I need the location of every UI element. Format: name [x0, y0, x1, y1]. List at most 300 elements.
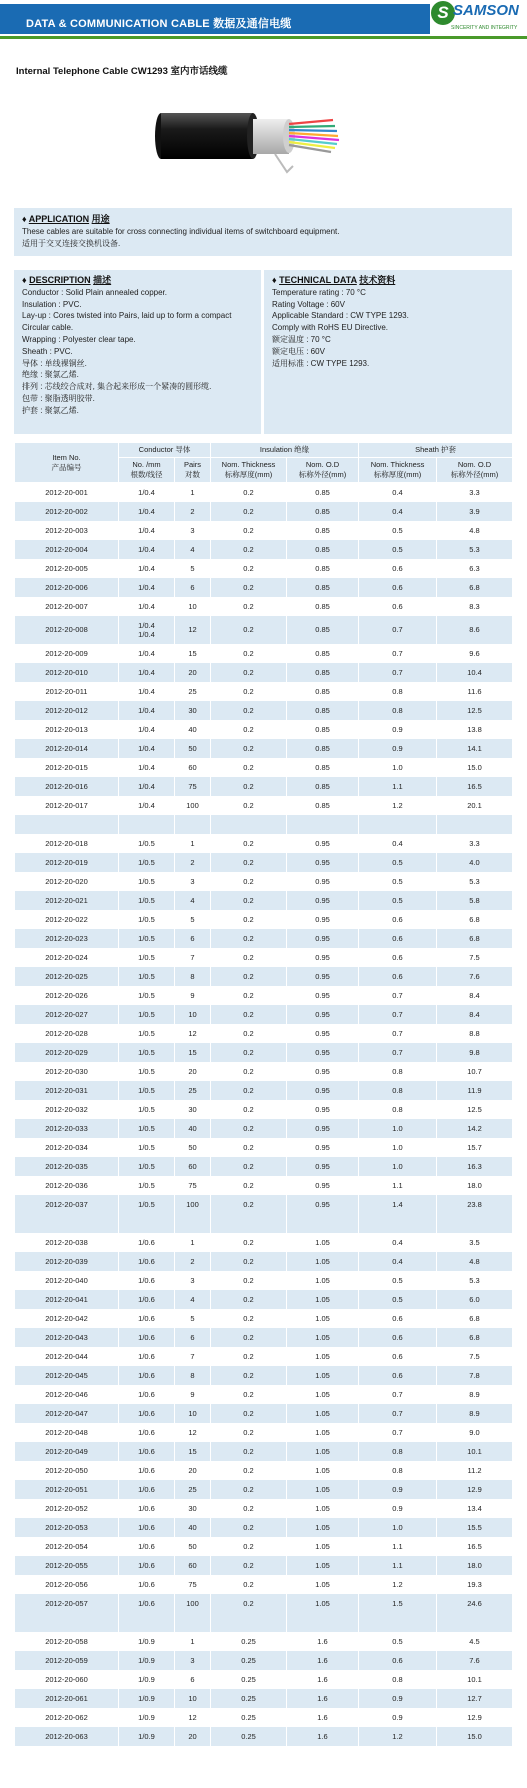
cell-no-mm: 1/0.5 [119, 967, 175, 986]
header-item-no: Item No. 产品编号 [15, 443, 119, 483]
cell-item-no: 2012-20-022 [15, 910, 119, 929]
cell-ins-thickness: 0.2 [211, 1233, 287, 1252]
cell-sh-od: 8.9 [437, 1385, 513, 1404]
cell-sh-thickness: 0.9 [359, 739, 437, 758]
table-row [15, 891, 513, 910]
cell-item-no: 2012-20-039 [15, 1252, 119, 1271]
spacer-cell [15, 815, 119, 834]
table-row [15, 1081, 513, 1100]
table-row [15, 502, 513, 521]
table-row [15, 1252, 513, 1271]
cell-item-no: 2012-20-010 [15, 663, 119, 682]
cell-pairs: 2 [175, 1252, 211, 1271]
cell-item-no: 2012-20-055 [15, 1556, 119, 1575]
table-row [15, 1233, 513, 1252]
cell-sh-od: 16.5 [437, 1537, 513, 1556]
logo-tagline: SINCERITY AND INTEGRITY [451, 25, 518, 31]
cell-pairs: 4 [175, 891, 211, 910]
technical-line: Rating Voltage : 60V [272, 299, 345, 309]
application-panel [14, 208, 512, 256]
cell-ins-od: 1.05 [287, 1252, 359, 1271]
cell-sh-thickness: 0.7 [359, 1423, 437, 1442]
cell-item-no: 2012-20-056 [15, 1575, 119, 1594]
cell-sh-od: 20.1 [437, 796, 513, 815]
cell-ins-od: 0.85 [287, 521, 359, 540]
cell-ins-thickness: 0.2 [211, 1404, 287, 1423]
cell-no-mm: 1/0.4 [119, 796, 175, 815]
cell-ins-thickness: 0.2 [211, 1385, 287, 1404]
cell-ins-od: 1.05 [287, 1480, 359, 1499]
table-row [15, 1480, 513, 1499]
cell-sh-od: 19.3 [437, 1575, 513, 1594]
cell-sh-od: 8.8 [437, 1024, 513, 1043]
table-row [15, 1423, 513, 1442]
cell-item-no: 2012-20-017 [15, 796, 119, 815]
cell-sh-thickness: 0.5 [359, 891, 437, 910]
cell-sh-thickness: 0.7 [359, 1043, 437, 1062]
cell-no-mm: 1/0.6 [119, 1575, 175, 1594]
cell-pairs: 25 [175, 1480, 211, 1499]
description-line: Insulation : PVC. [22, 299, 82, 309]
cell-no-mm: 1/0.6 [119, 1385, 175, 1404]
cell-sh-od: 6.3 [437, 559, 513, 578]
table-row [15, 1119, 513, 1138]
cell-item-no: 2012-20-002 [15, 502, 119, 521]
cell-sh-od: 14.2 [437, 1119, 513, 1138]
cell-sh-thickness: 0.7 [359, 616, 437, 644]
cell-no-mm: 1/0.4 [119, 597, 175, 616]
cell-sh-od: 10.1 [437, 1442, 513, 1461]
cell-sh-thickness: 0.6 [359, 910, 437, 929]
application-text-en: These cables are suitable for cross connecting individual items of switchboard equipment. [22, 226, 340, 236]
cell-ins-od: 1.05 [287, 1271, 359, 1290]
cell-ins-od: 1.05 [287, 1575, 359, 1594]
cell-sh-thickness: 0.6 [359, 929, 437, 948]
cell-sh-od: 5.8 [437, 891, 513, 910]
cell-sh-thickness: 1.0 [359, 1119, 437, 1138]
table-row [15, 483, 513, 502]
cell-ins-thickness: 0.2 [211, 1347, 287, 1366]
cell-sh-thickness: 0.9 [359, 1689, 437, 1708]
cell-ins-od: 0.95 [287, 948, 359, 967]
cell-ins-thickness: 0.2 [211, 1309, 287, 1328]
cell-item-no: 2012-20-040 [15, 1271, 119, 1290]
cell-pairs: 30 [175, 1499, 211, 1518]
cell-ins-od: 0.85 [287, 796, 359, 815]
cell-pairs: 12 [175, 1024, 211, 1043]
cell-ins-thickness: 0.2 [211, 986, 287, 1005]
table-row [15, 1651, 513, 1670]
cell-ins-thickness: 0.2 [211, 1062, 287, 1081]
cell-no-mm: 1/0.5 [119, 872, 175, 891]
cell-sh-od: 7.5 [437, 1347, 513, 1366]
header-ins-od: Nom. O.D 标称外径(mm) [287, 458, 359, 483]
table-row [15, 559, 513, 578]
cell-ins-od: 0.85 [287, 559, 359, 578]
technical-panel [264, 270, 512, 434]
cell-sh-thickness: 0.6 [359, 948, 437, 967]
cell-sh-od: 15.5 [437, 1518, 513, 1537]
table-row [15, 597, 513, 616]
technical-line: 额定电压 : 60V [272, 346, 325, 356]
cell-item-no: 2012-20-016 [15, 777, 119, 796]
technical-line: Applicable Standard : CW TYPE 1293. [272, 311, 409, 321]
cell-sh-od: 12.5 [437, 1100, 513, 1119]
cell-item-no: 2012-20-026 [15, 986, 119, 1005]
cell-sh-thickness: 0.5 [359, 521, 437, 540]
cell-pairs: 100 [175, 1594, 211, 1613]
cell-pairs: 8 [175, 967, 211, 986]
cell-item-no: 2012-20-012 [15, 701, 119, 720]
cell-sh-od: 12.5 [437, 701, 513, 720]
cell-ins-od: 0.85 [287, 701, 359, 720]
cell-no-mm: 1/0.5 [119, 986, 175, 1005]
cell-ins-od: 1.05 [287, 1385, 359, 1404]
cell-item-no: 2012-20-036 [15, 1176, 119, 1195]
spacer-cell [119, 1214, 175, 1233]
spacer-cell [211, 1613, 287, 1632]
cell-pairs: 10 [175, 1005, 211, 1024]
cell-sh-od: 12.9 [437, 1708, 513, 1727]
cell-ins-thickness: 0.2 [211, 872, 287, 891]
cell-sh-thickness: 1.0 [359, 1138, 437, 1157]
cell-pairs: 6 [175, 1328, 211, 1347]
cell-ins-od: 0.85 [287, 739, 359, 758]
cell-item-no: 2012-20-043 [15, 1328, 119, 1347]
cell-item-no: 2012-20-051 [15, 1480, 119, 1499]
cell-sh-od: 6.0 [437, 1290, 513, 1309]
cell-ins-od: 0.95 [287, 1005, 359, 1024]
cell-pairs: 25 [175, 682, 211, 701]
cell-ins-od: 1.05 [287, 1290, 359, 1309]
cell-ins-od: 1.05 [287, 1518, 359, 1537]
cell-sh-thickness: 0.4 [359, 1233, 437, 1252]
cell-sh-thickness: 0.7 [359, 644, 437, 663]
cell-pairs: 3 [175, 521, 211, 540]
description-line: Wrapping : Polyester clear tape. [22, 334, 136, 344]
cell-no-mm: 1/0.4 [119, 644, 175, 663]
cell-sh-thickness: 0.5 [359, 1632, 437, 1651]
description-line: Circular cable. [22, 323, 74, 333]
cell-pairs: 50 [175, 1537, 211, 1556]
cell-ins-thickness: 0.2 [211, 521, 287, 540]
cell-ins-thickness: 0.2 [211, 967, 287, 986]
cell-no-mm: 1/0.4 1/0.4 [119, 616, 175, 644]
technical-heading: ♦ TECHNICAL DATA 技术资料 [272, 275, 396, 285]
cell-no-mm: 1/0.4 [119, 502, 175, 521]
cell-ins-thickness: 0.2 [211, 1290, 287, 1309]
cell-ins-od: 1.05 [287, 1366, 359, 1385]
cell-pairs: 3 [175, 872, 211, 891]
header-no-mm: No. /mm 根数/线径 [119, 458, 175, 483]
cell-pairs: 40 [175, 1518, 211, 1537]
header-bar [0, 4, 430, 34]
cell-sh-od: 3.3 [437, 834, 513, 853]
cell-sh-thickness: 0.5 [359, 872, 437, 891]
cell-no-mm: 1/0.4 [119, 483, 175, 502]
cell-ins-od: 1.05 [287, 1461, 359, 1480]
cell-ins-od: 0.85 [287, 720, 359, 739]
cell-pairs: 12 [175, 616, 211, 644]
cell-no-mm: 1/0.4 [119, 663, 175, 682]
cell-ins-thickness: 0.2 [211, 1176, 287, 1195]
cell-ins-thickness: 0.2 [211, 720, 287, 739]
table-row [15, 1138, 513, 1157]
cell-item-no: 2012-20-033 [15, 1119, 119, 1138]
cell-no-mm: 1/0.4 [119, 701, 175, 720]
cell-no-mm: 1/0.5 [119, 1043, 175, 1062]
cell-ins-thickness: 0.2 [211, 1461, 287, 1480]
cell-pairs: 50 [175, 1138, 211, 1157]
cell-pairs: 5 [175, 910, 211, 929]
cell-pairs: 8 [175, 1366, 211, 1385]
table-row [15, 910, 513, 929]
cell-ins-od: 0.95 [287, 1176, 359, 1195]
cell-sh-od: 7.6 [437, 967, 513, 986]
cell-ins-thickness: 0.2 [211, 559, 287, 578]
cell-sh-thickness: 0.7 [359, 1005, 437, 1024]
cell-no-mm: 1/0.6 [119, 1347, 175, 1366]
cell-sh-od: 18.0 [437, 1556, 513, 1575]
cell-sh-thickness: 0.4 [359, 502, 437, 521]
cell-sh-thickness: 0.7 [359, 663, 437, 682]
cell-item-no: 2012-20-004 [15, 540, 119, 559]
cell-pairs: 20 [175, 1062, 211, 1081]
cell-sh-od: 8.9 [437, 1404, 513, 1423]
header-rule [0, 36, 527, 39]
cell-sh-thickness: 0.8 [359, 1081, 437, 1100]
table-row [15, 1309, 513, 1328]
cell-pairs: 4 [175, 1290, 211, 1309]
cell-sh-od: 7.5 [437, 948, 513, 967]
cell-sh-thickness: 0.4 [359, 834, 437, 853]
cell-ins-thickness: 0.2 [211, 1100, 287, 1119]
cell-item-no: 2012-20-023 [15, 929, 119, 948]
cell-pairs: 15 [175, 644, 211, 663]
cell-item-no: 2012-20-041 [15, 1290, 119, 1309]
cell-ins-thickness: 0.2 [211, 1575, 287, 1594]
cell-ins-od: 0.95 [287, 967, 359, 986]
cell-pairs: 6 [175, 929, 211, 948]
cell-ins-od: 1.05 [287, 1347, 359, 1366]
cell-ins-thickness: 0.2 [211, 1556, 287, 1575]
spacer-cell [211, 1214, 287, 1233]
cell-ins-od: 0.85 [287, 682, 359, 701]
cell-sh-od: 15.7 [437, 1138, 513, 1157]
spacer-cell [175, 815, 211, 834]
spacer-cell [15, 1613, 119, 1632]
application-heading: ♦ APPLICATION 用途 [22, 214, 110, 224]
cell-no-mm: 1/0.4 [119, 559, 175, 578]
cell-ins-thickness: 0.2 [211, 578, 287, 597]
cell-ins-thickness: 0.2 [211, 1518, 287, 1537]
cell-pairs: 60 [175, 1157, 211, 1176]
cell-sh-od: 8.4 [437, 986, 513, 1005]
cell-no-mm: 1/0.5 [119, 910, 175, 929]
cell-item-no: 2012-20-009 [15, 644, 119, 663]
cell-ins-od: 1.6 [287, 1651, 359, 1670]
cell-item-no: 2012-20-034 [15, 1138, 119, 1157]
cell-sh-thickness: 0.5 [359, 1290, 437, 1309]
cell-ins-od: 1.05 [287, 1423, 359, 1442]
cell-sh-thickness: 0.6 [359, 967, 437, 986]
cell-no-mm: 1/0.5 [119, 1024, 175, 1043]
cell-sh-thickness: 1.1 [359, 777, 437, 796]
cell-pairs: 12 [175, 1708, 211, 1727]
table-row [15, 1328, 513, 1347]
spec-table [14, 442, 513, 1746]
cell-ins-od: 0.85 [287, 502, 359, 521]
cell-ins-thickness: 0.2 [211, 1252, 287, 1271]
cell-ins-od: 0.85 [287, 663, 359, 682]
cell-sh-thickness: 0.8 [359, 701, 437, 720]
cell-ins-thickness: 0.25 [211, 1689, 287, 1708]
table-row [15, 1005, 513, 1024]
cell-pairs: 9 [175, 986, 211, 1005]
table-row [15, 948, 513, 967]
cell-sh-thickness: 0.7 [359, 1385, 437, 1404]
cell-no-mm: 1/0.9 [119, 1727, 175, 1746]
cell-ins-od: 0.95 [287, 986, 359, 1005]
header-pairs: Pairs 对数 [175, 458, 211, 483]
table-row [15, 663, 513, 682]
cell-ins-thickness: 0.25 [211, 1632, 287, 1651]
cell-sh-od: 6.8 [437, 1309, 513, 1328]
spec-table-wrap [14, 442, 512, 1746]
cell-no-mm: 1/0.4 [119, 720, 175, 739]
cell-ins-od: 0.95 [287, 853, 359, 872]
cell-no-mm: 1/0.5 [119, 1081, 175, 1100]
table-row [15, 834, 513, 853]
description-line: 导体 : 单线裸铜丝. [22, 358, 87, 368]
cell-item-no: 2012-20-061 [15, 1689, 119, 1708]
cell-sh-od: 9.0 [437, 1423, 513, 1442]
cell-no-mm: 1/0.5 [119, 1100, 175, 1119]
cell-ins-od: 1.6 [287, 1689, 359, 1708]
cell-pairs: 40 [175, 720, 211, 739]
cell-sh-thickness: 1.2 [359, 1727, 437, 1746]
cell-sh-od: 24.6 [437, 1594, 513, 1613]
description-panel [14, 270, 261, 434]
table-row [15, 739, 513, 758]
cell-item-no: 2012-20-045 [15, 1366, 119, 1385]
cable-image [155, 100, 365, 180]
cell-item-no: 2012-20-042 [15, 1309, 119, 1328]
table-row [15, 1575, 513, 1594]
cell-item-no: 2012-20-024 [15, 948, 119, 967]
cell-no-mm: 1/0.9 [119, 1689, 175, 1708]
cell-sh-thickness: 1.5 [359, 1594, 437, 1613]
cell-ins-od: 0.95 [287, 929, 359, 948]
cell-item-no: 2012-20-021 [15, 891, 119, 910]
cell-sh-od: 10.7 [437, 1062, 513, 1081]
header-sh-od: Nom. O.D 标称外径(mm) [437, 458, 513, 483]
cell-ins-thickness: 0.2 [211, 1442, 287, 1461]
cell-sh-thickness: 1.1 [359, 1537, 437, 1556]
table-row [15, 1499, 513, 1518]
cell-sh-thickness: 0.8 [359, 1442, 437, 1461]
cell-ins-od: 1.05 [287, 1556, 359, 1575]
cell-sh-od: 13.8 [437, 720, 513, 739]
table-row [15, 1518, 513, 1537]
cell-no-mm: 1/0.4 [119, 739, 175, 758]
cell-ins-thickness: 0.25 [211, 1651, 287, 1670]
brand-logo [431, 0, 523, 36]
cell-ins-thickness: 0.2 [211, 910, 287, 929]
cell-no-mm: 1/0.6 [119, 1461, 175, 1480]
cell-no-mm: 1/0.5 [119, 891, 175, 910]
cell-sh-thickness: 0.7 [359, 986, 437, 1005]
cell-sh-od: 13.4 [437, 1499, 513, 1518]
cell-no-mm: 1/0.5 [119, 1176, 175, 1195]
cell-ins-od: 1.05 [287, 1442, 359, 1461]
cell-sh-od: 4.8 [437, 521, 513, 540]
cell-sh-od: 12.7 [437, 1689, 513, 1708]
cell-sh-thickness: 0.7 [359, 1024, 437, 1043]
cell-pairs: 2 [175, 502, 211, 521]
cell-pairs: 1 [175, 1632, 211, 1651]
cell-sh-thickness: 0.7 [359, 1404, 437, 1423]
cell-sh-thickness: 1.1 [359, 1176, 437, 1195]
cell-ins-od: 0.85 [287, 483, 359, 502]
product-title: Internal Telephone Cable CW1293 室内市话线缆 [16, 66, 228, 77]
cell-sh-thickness: 0.5 [359, 853, 437, 872]
cell-item-no: 2012-20-013 [15, 720, 119, 739]
cell-ins-thickness: 0.2 [211, 540, 287, 559]
cell-sh-thickness: 0.6 [359, 578, 437, 597]
cell-sh-od: 5.3 [437, 872, 513, 891]
cell-no-mm: 1/0.5 [119, 1005, 175, 1024]
cell-sh-thickness: 0.6 [359, 1651, 437, 1670]
cell-ins-thickness: 0.2 [211, 891, 287, 910]
cell-ins-od: 0.95 [287, 1062, 359, 1081]
cell-pairs: 1 [175, 834, 211, 853]
cell-no-mm: 1/0.9 [119, 1708, 175, 1727]
cell-sh-thickness: 0.9 [359, 720, 437, 739]
cell-ins-thickness: 0.2 [211, 1005, 287, 1024]
cell-ins-thickness: 0.25 [211, 1727, 287, 1746]
description-line: 包带 : 聚脂透明胶带. [22, 393, 95, 403]
cell-item-no: 2012-20-049 [15, 1442, 119, 1461]
cell-item-no: 2012-20-050 [15, 1461, 119, 1480]
table-row [15, 1157, 513, 1176]
cell-ins-thickness: 0.2 [211, 663, 287, 682]
cell-sh-od: 16.3 [437, 1157, 513, 1176]
table-row [15, 777, 513, 796]
cell-sh-thickness: 0.6 [359, 1347, 437, 1366]
cell-no-mm: 1/0.6 [119, 1442, 175, 1461]
cell-pairs: 75 [175, 777, 211, 796]
cell-sh-od: 4.8 [437, 1252, 513, 1271]
cell-no-mm: 1/0.6 [119, 1366, 175, 1385]
cell-sh-thickness: 1.2 [359, 1575, 437, 1594]
cell-no-mm: 1/0.6 [119, 1594, 175, 1613]
cell-no-mm: 1/0.6 [119, 1290, 175, 1309]
table-row [15, 1556, 513, 1575]
cell-no-mm: 1/0.4 [119, 521, 175, 540]
table-row [15, 1442, 513, 1461]
cell-sh-od: 9.6 [437, 644, 513, 663]
table-row [15, 967, 513, 986]
header-sheath: Sheath 护套 [359, 443, 513, 458]
cell-ins-od: 1.05 [287, 1499, 359, 1518]
cell-no-mm: 1/0.6 [119, 1404, 175, 1423]
cell-ins-od: 0.95 [287, 1081, 359, 1100]
cell-pairs: 20 [175, 1461, 211, 1480]
cell-pairs: 4 [175, 540, 211, 559]
cell-ins-thickness: 0.2 [211, 948, 287, 967]
header-conductor: Conductor 导体 [119, 443, 211, 458]
